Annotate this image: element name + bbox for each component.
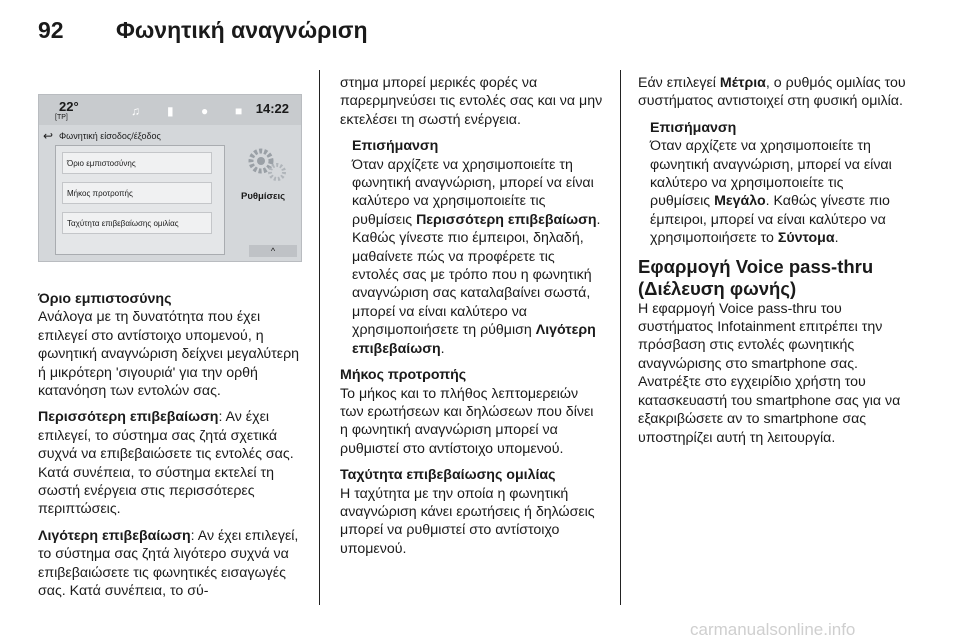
page-header bbox=[0, 0, 960, 62]
heading-speech-speed: Ταχύτητα επιβεβαίωσης ομιλίας bbox=[340, 467, 556, 484]
scroll-up-button[interactable]: ^ bbox=[249, 245, 297, 257]
column-2 bbox=[340, 74, 604, 566]
note-title: Επισήμανση bbox=[352, 138, 439, 155]
note-title: Επισήμανση bbox=[650, 119, 737, 136]
column-3 bbox=[638, 74, 906, 455]
column-divider-1 bbox=[319, 70, 320, 605]
menu-item-confidence[interactable]: Όριο εμπιστοσύνης bbox=[62, 152, 212, 174]
submenu-list bbox=[55, 145, 225, 255]
note-text: Όταν αρχίζετε να χρησιμοποιείτε τη φωνητική αναγνώριση, μπορεί να είναι καλύτερο να χρησιμοποιείτε τις ρυθμίσεις Περισσότερη επιβεβαίωση. Καθώς γίνεστε πιο έμπειροι, δηλαδή, μαθαίνετε πώς να προφέρετε τις εντολές σας με τρόπο που η φωνητική αναγνώριση σας καταλαβαίνει σωστά, μπορεί να είναι καλύτερο να χρησιμοποιήσετε τη ρύθμιση Λιγότερη επιβεβαίωση. bbox=[352, 156, 601, 357]
paragraph-more-confirmation: Περισσότερη επιβεβαίωση: Αν έχει επιλεγεί, το σύστημα σας ζητά σχετικά συχνά να επιβεβαιώσετε τις εντολές σας. Κατά συνέπεια, το σύστημα εκτελεί τη σωστή ενέργεια στις περισσότερες περιπτώσεις. bbox=[38, 409, 294, 518]
clock-readout: 14:22 bbox=[255, 101, 289, 116]
watermark-logo: carmanualsonline.info bbox=[690, 620, 856, 639]
music-note-icon: ♫ bbox=[131, 104, 140, 118]
menu-item-speech-speed[interactable]: Ταχύτητα επιβεβαίωσης ομιλίας bbox=[62, 212, 212, 234]
paragraph-speech-speed: Η ταχύτητα με την οποία η φωνητική αναγνώριση κάνει ερωτήσεις ή δηλώσεις μπορεί να ρυθμιστεί στο αντίστοιχο υπομενού. bbox=[340, 485, 595, 557]
heading-confidence: Όριο εμπιστοσύνης bbox=[38, 291, 172, 307]
paragraph-continuation: στημα μπορεί μερικές φορές να παρερμηνεύσει τις εντολές σας και να μην εκτελέσει τη σωστή ενέργεια. bbox=[340, 75, 603, 128]
note-block-1 bbox=[352, 137, 604, 358]
square-icon: ■ bbox=[235, 104, 243, 118]
heading-prompt-length: Μήκος προτροπής bbox=[340, 367, 467, 384]
circle-icon: ● bbox=[201, 104, 209, 118]
gears-icon bbox=[245, 145, 289, 183]
temperature-readout: 22° bbox=[59, 99, 79, 114]
page-title: Φωνητική αναγνώριση bbox=[116, 17, 368, 43]
column-divider-2 bbox=[620, 70, 621, 605]
paragraph-prompt-length: Το μήκος και το πλήθος λεπτομερειών των ερωτήσεων και δηλώσεων που δίνει η φωνητική αναγνώριση μπορεί να ρυθμιστεί στο αντίστοιχο υπομενού. bbox=[340, 385, 594, 457]
submenu-title: Φωνητική είσοδος/έξοδος bbox=[59, 131, 161, 141]
paragraph-confidence: Ανάλογα με τη δυνατότητα που έχει επιλεγεί στο αντίστοιχο υπομενού, η φωνητική αναγνώριση δείχνει μεγαλύτερη ή μικρότερη 'σιγουριά' για την ορθή κατανόηση των εντολών σας. bbox=[38, 309, 300, 400]
infotainment-screenshot bbox=[38, 94, 302, 262]
note-text: Όταν αρχίζετε να χρησιμοποιείτε τη φωνητική αναγνώριση, μπορεί να είναι καλύτερο να χρησιμοποιείτε τις ρυθμίσεις Μεγάλο. Καθώς γίνεστε πιο έμπειροι, μπορεί να είναι καλύτερο να χρησιμοποιήσετε το Σύντομα. bbox=[650, 138, 892, 247]
tp-label: [TP] bbox=[55, 114, 68, 121]
settings-label[interactable]: Ρυθμίσεις bbox=[241, 191, 286, 202]
paragraph-medium-speed: Εάν επιλεγεί Μέτρια, ο ρυθμός ομιλίας του συστήματος αντιστοιχεί στη φυσική ομιλία. bbox=[638, 75, 906, 110]
paragraph-less-confirmation: Λιγότερη επιβεβαίωση: Αν έχει επιλεγεί, το σύστημα σας ζητά λιγότερο συχνά να επιβεβαιώσετε τις φωνητικές εισαγωγές σας. Κατά συνέπεια, το σύ- bbox=[38, 527, 299, 600]
page-number: 92 bbox=[38, 17, 64, 43]
column-1 bbox=[38, 290, 302, 609]
phone-icon: ▮ bbox=[167, 104, 174, 118]
heading-voice-pass-thru: Εφαρμογή Voice pass-thru (Διέλευση φωνής) bbox=[638, 255, 874, 299]
menu-item-prompt-length[interactable]: Μήκος προτροπής bbox=[62, 182, 212, 204]
paragraph-voice-pass-thru: Η εφαρμογή Voice pass-thru του συστήματος Infotainment επιτρέπει την πρόσβαση στις εντολές φωνητικής αναγνώρισης στο smartphone σας. Ανατρέξτε στο εγχειρίδιο χρήστη του κατασκευαστή του smartphone σας για να εξακριβώσετε αν το smartphone σας υποστηρίζει αυτή τη λειτουργία. bbox=[638, 300, 901, 446]
screen-status-bar bbox=[39, 95, 301, 125]
note-block-2 bbox=[650, 119, 906, 248]
back-arrow-icon: ↩ bbox=[43, 129, 54, 143]
